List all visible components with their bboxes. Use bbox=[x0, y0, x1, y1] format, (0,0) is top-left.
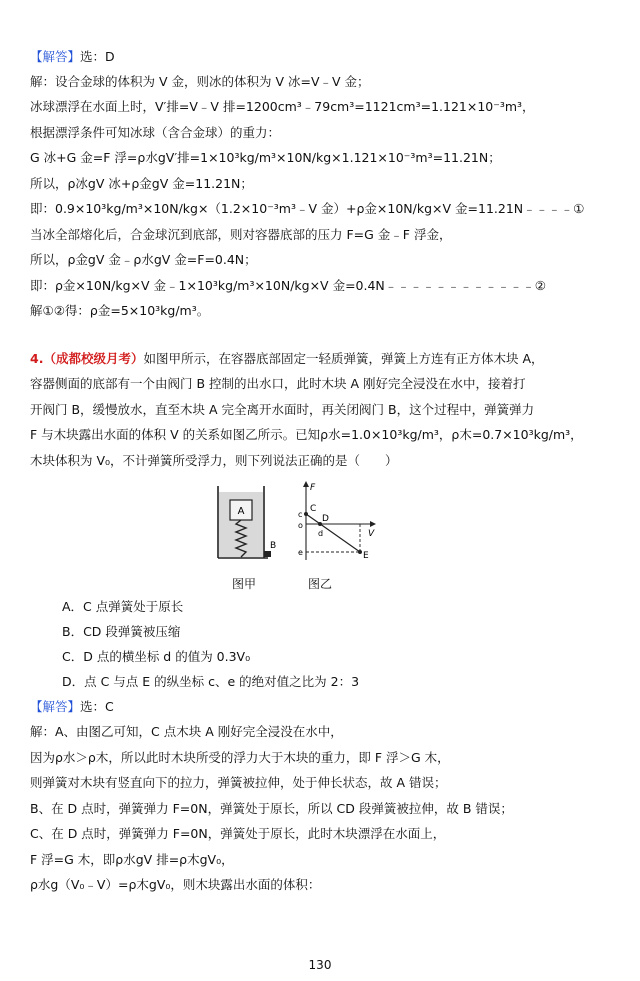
answer-choice: 选：C bbox=[80, 699, 114, 714]
point-E-label: E bbox=[363, 551, 369, 561]
force-volume-graph bbox=[298, 481, 376, 561]
question-line: 木块体积为 V₀，不计弹簧所受浮力，则下列说法正确的是（ ） bbox=[30, 453, 398, 468]
valve bbox=[264, 551, 271, 557]
option-b: B．CD 段弹簧被压缩 bbox=[62, 624, 181, 639]
option-d: D．点 C 与点 E 的纵坐标 c、e 的绝对值之比为 2：3 bbox=[62, 674, 360, 689]
answer-choice: 选：D bbox=[80, 49, 115, 64]
question-4-line-1 bbox=[30, 350, 626, 368]
figure-caption-left: 图甲 bbox=[232, 577, 257, 591]
page-number: 130 bbox=[308, 958, 332, 972]
solution-line: 解：A、由图乙可知，C 点木块 A 刚好完全浸没在水中， bbox=[30, 724, 343, 739]
question-line: 容器侧面的底部有一个由阀门 B 控制的出水口，此时木块 A 刚好完全浸没在水中，接着打 bbox=[30, 376, 526, 391]
block-label: A bbox=[237, 506, 245, 517]
answer-line-2 bbox=[30, 698, 626, 716]
point-C-label: C bbox=[310, 504, 317, 514]
container-diagram bbox=[218, 486, 276, 558]
solution-line: 解①②得：ρ金=5×10³kg/m³。 bbox=[30, 303, 210, 318]
origin-label: o bbox=[298, 521, 303, 530]
question-line: 开阀门 B，缓慢放水，直至木块 A 完全离开水面时，再关闭阀门 B，这个过程中，弹簧弹力 bbox=[30, 402, 535, 417]
solution-line: 因为ρ水＞ρ木，所以此时木块所受的浮力大于木块的重力，即 F 浮＞G 木， bbox=[30, 750, 450, 765]
point-d-label: d bbox=[318, 529, 324, 538]
option-c: C．D 点的横坐标 d 的值为 0.3V₀ bbox=[62, 649, 251, 664]
solution-line: 即：ρ金×10N/kg×V 金﹣1×10³kg/m³×10N/kg×V 金=0.4N﹣﹣﹣﹣﹣﹣﹣﹣﹣﹣﹣﹣② bbox=[30, 278, 546, 293]
solution-line: 根据漂浮条件可知冰球（含合金球）的重力： bbox=[30, 125, 281, 140]
answer-header: 【解答】 bbox=[30, 49, 81, 64]
question-number: 4. bbox=[30, 351, 44, 366]
solution-line: ρ水g（V₀﹣V）=ρ木gV₀，则木块露出水面的体积： bbox=[30, 877, 321, 892]
solution-line: 所以，ρ冰gV 冰+ρ金gV 金=11.21N； bbox=[30, 176, 253, 191]
solution-line: 即：0.9×10³kg/m³×10N/kg×（1.2×10⁻³m³﹣V 金）+ρ金×10N/kg×V 金=11.21N﹣﹣﹣﹣① bbox=[30, 201, 585, 216]
answer-header: 【解答】 bbox=[30, 699, 81, 714]
point-D-label: D bbox=[322, 514, 329, 524]
graph-line bbox=[306, 514, 360, 552]
solution-line: 则弹簧对木块有竖直向下的拉力，弹簧被拉伸，处于伸长状态，故 A 错误； bbox=[30, 775, 447, 790]
axis-v-label: V bbox=[368, 529, 375, 539]
solution-line: F 浮=G 木，即ρ水gV 排=ρ木gV₀， bbox=[30, 852, 234, 867]
question-line: F 与木块露出水面的体积 V 的关系如图乙所示。已知ρ水=1.0×10³kg/m³，ρ木=0.7×10³kg/m³， bbox=[30, 427, 583, 442]
question-figure bbox=[200, 478, 380, 588]
solution-line: 冰球漂浮在水面上时，V′排=V﹣V 排=1200cm³﹣79cm³=1121cm³=1.121×10⁻³m³， bbox=[30, 99, 535, 114]
solution-line: B、在 D 点时，弹簧弹力 F=0N，弹簧处于原长，所以 CD 段弹簧被拉伸，故 B 错误； bbox=[30, 801, 513, 816]
axis-f-label: F bbox=[310, 483, 316, 493]
solution-line: C、在 D 点时，弹簧弹力 F=0N，弹簧处于原长，此时木块漂浮在水面上， bbox=[30, 826, 446, 841]
option-a: A．C 点弹簧处于原长 bbox=[62, 599, 184, 614]
point-c-label: c bbox=[298, 510, 303, 519]
figure-caption-right: 图乙 bbox=[308, 577, 333, 591]
question-source: （成都校级月考） bbox=[43, 351, 144, 366]
solution-line: 所以，ρ金gV 金﹣ρ水gV 金=F=0.4N； bbox=[30, 252, 257, 267]
solution-line: 解：设合金球的体积为 V 金，则冰的体积为 V 冰=V﹣V 金； bbox=[30, 74, 370, 89]
answer-line-1 bbox=[30, 48, 626, 66]
solution-line: G 冰+G 金=F 浮=ρ水gV′排=1×10³kg/m³×10N/kg×1.121×10⁻³m³=11.21N； bbox=[30, 150, 501, 165]
point-e-label: e bbox=[298, 548, 303, 557]
question-text: 如图甲所示，在容器底部固定一轻质弹簧，弹簧上方连有正方体木块 A， bbox=[143, 351, 544, 366]
solution-line: 当冰全部熔化后，合金球沉到底部，则对容器底部的压力 F=G 金﹣F 浮金， bbox=[30, 227, 452, 242]
valve-label: B bbox=[270, 541, 277, 551]
